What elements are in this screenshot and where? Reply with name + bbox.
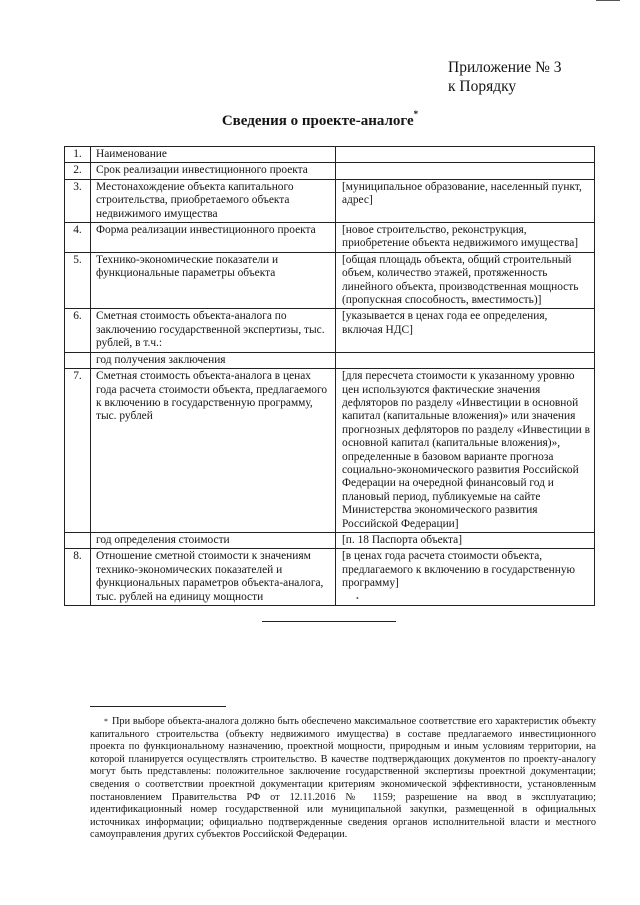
document-title — [0, 111, 640, 130]
table-row — [65, 147, 595, 163]
row-value: [новое строительство, реконструкция, приобретение объекта недвижимого имущества] — [336, 223, 595, 253]
table-row — [65, 179, 595, 222]
table-row — [65, 163, 595, 179]
row-number: 2. — [65, 163, 91, 179]
table-row — [65, 223, 595, 253]
row-label: Форма реализации инвестиционного проекта — [91, 223, 336, 253]
footnote-text: При выборе объекта-аналога должно быть обеспечено максимальное соответствие его характеристик объекту капитального строительства (объекту недвижимого имущества) в составе предлагаемого инвестиционного проекта по функциональному назначению, проектной мощности, природным и иным условиям территории, на которой планируется осуществлять строительство. В качестве подтверждающих документов по проекту-аналогу могут быть представлены: положительное заключение государственной экспертизы проектной документации; сведения о соответствии проектной документации критериям экономической эффективности, установленным постановлением Правительства РФ от 12.11.2016 № 1159; разрешение на ввод в эксплуатацию; идентификационный номер государственной или муниципальной закупки, размещенной в официальных источниках информации; официально подтвержденные сведения органов исполнительной власти и местного самоуправления других субъектов Российской Федерации. — [90, 716, 596, 841]
document-title-text: Сведения о проекте-аналоге — [221, 113, 414, 129]
row-label: Срок реализации инвестиционного проекта — [91, 163, 336, 179]
row-label: Местонахождение объекта капитального строительства, приобретаемого объекта недвижимого имущества — [91, 179, 336, 222]
footnote-separator — [90, 706, 226, 707]
row-value: [в ценах года расчета стоимости объекта, предлагаемого к включению в государственную программу] — [336, 549, 595, 606]
table-row — [65, 369, 595, 533]
appendix-number: Приложение № 3 — [448, 59, 562, 76]
title-footnote-mark: * — [413, 109, 419, 119]
row-label: год получения заключения — [91, 352, 336, 368]
appendix-reference: к Порядку — [448, 78, 517, 95]
row-value — [336, 147, 595, 163]
row-label: год определения стоимости — [91, 532, 336, 548]
separator-line — [262, 621, 396, 622]
scan-mark — [596, 0, 620, 1]
row-number: 1. — [65, 147, 91, 163]
row-number — [65, 352, 91, 368]
row-number: 5. — [65, 252, 91, 309]
row-label: Технико-экономические показатели и функциональные параметры объекта — [91, 252, 336, 309]
row-label: Сметная стоимость объекта-аналога в ценах года расчета стоимости объекта, предлагаемого к включению в государственную программу, тыс. рублей — [91, 369, 336, 533]
row-value: [для пересчета стоимости к указанному уровню цен используются фактические значения дефляторов по разделу «Инвестиции в основной капитал (капитальные вложения)» или значения прогнозных дефляторов по разделу «Инвестиции в основной капитал (капитальные вложения)», определенные в базовом варианте прогноза социально-экономического развития Российской Федерации на очередной финансовый год и плановый период, публикуемые на сайте Министерства экономического развития Российской Федерации] — [336, 369, 595, 533]
table-row — [65, 252, 595, 309]
table-row — [65, 309, 595, 352]
row-number: 4. — [65, 223, 91, 253]
table-row — [65, 352, 595, 368]
footnote-mark: * — [104, 717, 108, 726]
row-number: 3. — [65, 179, 91, 222]
row-value: [указывается в ценах года ее определения, включая НДС] — [336, 309, 595, 352]
row-value: [муниципальное образование, населенный пункт, адрес] — [336, 179, 595, 222]
analog-project-table — [64, 146, 595, 606]
table-row — [65, 549, 595, 606]
appendix-header — [448, 58, 561, 96]
row-label: Сметная стоимость объекта-аналога по заключению государственной экспертизы, тыс. рублей, в т.ч.: — [91, 309, 336, 352]
row-number: 8. — [65, 549, 91, 606]
footnote — [90, 716, 596, 842]
row-value — [336, 352, 595, 368]
row-number — [65, 532, 91, 548]
row-label: Наименование — [91, 147, 336, 163]
row-number: 7. — [65, 369, 91, 533]
row-value: [общая площадь объекта, общий строительный объем, количество этажей, протяженность линейного объекта, производственная мощность (пропускная способность, вместимость)] — [336, 252, 595, 309]
scan-speck: • — [356, 594, 359, 603]
row-label: Отношение сметной стоимости к значениям технико-экономических показателей и функциональных параметров объекта-аналога, тыс. рублей на единицу мощности — [91, 549, 336, 606]
row-value: [п. 18 Паспорта объекта] — [336, 532, 595, 548]
row-number: 6. — [65, 309, 91, 352]
row-value — [336, 163, 595, 179]
table-row — [65, 532, 595, 548]
